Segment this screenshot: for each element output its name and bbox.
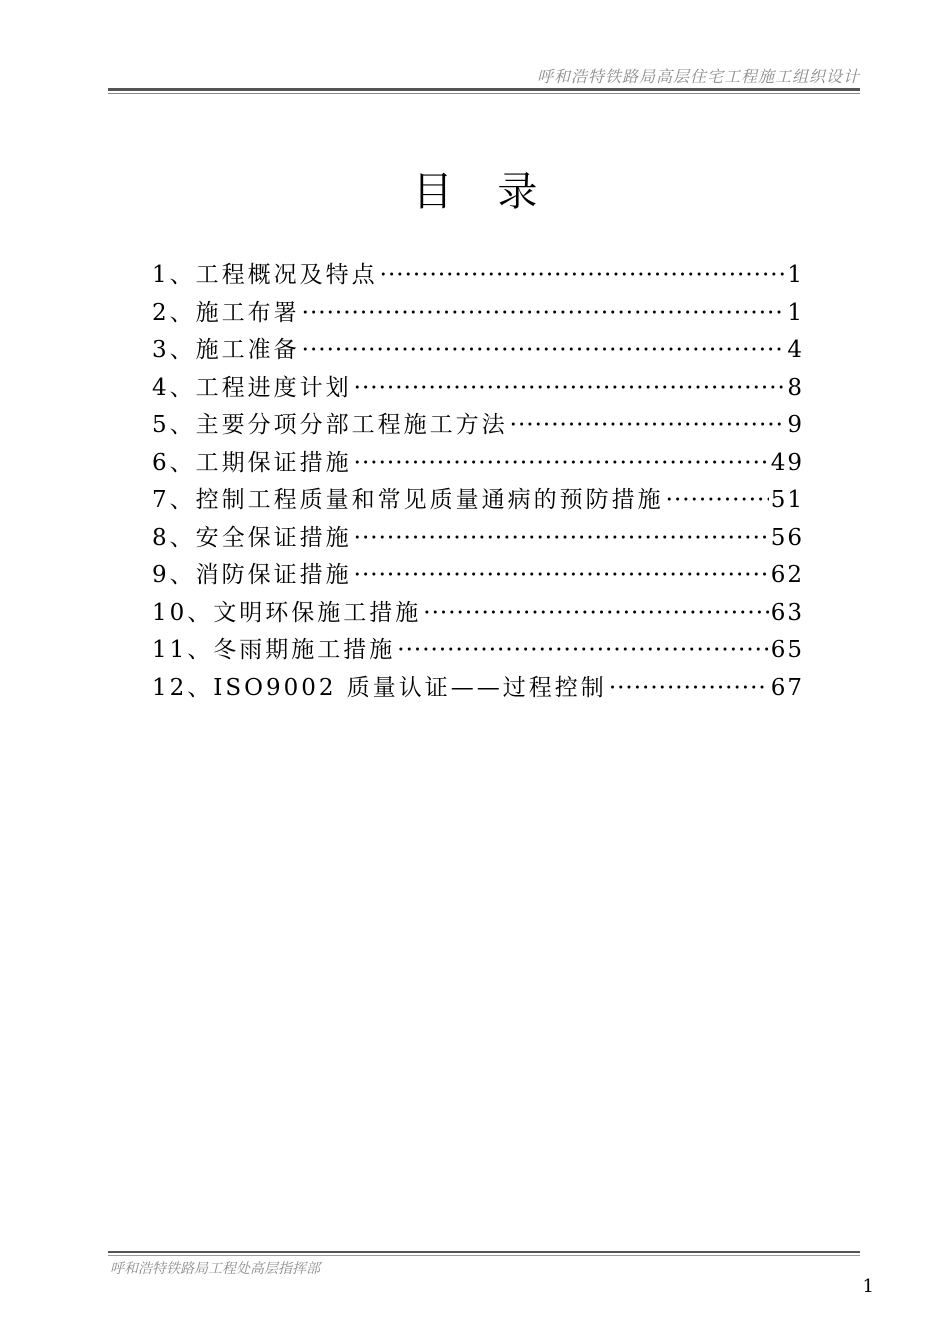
leader-dots (302, 295, 786, 333)
toc-entry-page: 67 (770, 674, 804, 701)
toc-entry[interactable] (152, 595, 804, 633)
toc-entry-label: 10、文明环保施工措施 (152, 599, 422, 626)
leader-dots (302, 332, 786, 370)
page-title: 目 录 (412, 169, 554, 215)
toc-entry-page: 1 (787, 262, 804, 288)
toc-entry-label: 6、工期保证措施 (152, 449, 352, 476)
leader-dots (354, 557, 769, 595)
toc-entry-label: 12、ISO9002 质量认证——过程控制 (152, 674, 607, 701)
toc-entry-label: 8、安全保证措施 (152, 524, 352, 551)
leader-dots (354, 520, 769, 558)
table-of-contents (152, 257, 804, 707)
toc-entry[interactable] (152, 670, 804, 708)
running-footer: 呼和浩特铁路局工程处高层指挥部 (110, 1261, 320, 1277)
toc-entry-page: 63 (770, 599, 804, 626)
toc-entry[interactable] (152, 295, 804, 333)
toc-entry-label: 9、消防保证措施 (152, 562, 352, 588)
leader-dots (354, 370, 786, 408)
toc-entry[interactable] (152, 370, 804, 408)
toc-entry-page: 56 (770, 524, 804, 551)
toc-entry-page: 4 (787, 337, 804, 363)
leader-dots (423, 595, 768, 633)
toc-entry[interactable] (152, 257, 804, 295)
leader-dots (666, 482, 769, 520)
leader-dots (397, 632, 768, 670)
toc-entry-label: 4、工程进度计划 (152, 374, 352, 401)
toc-entry-page: 1 (787, 299, 804, 326)
toc-entry-page: 65 (770, 637, 804, 663)
toc-entry[interactable] (152, 557, 804, 595)
toc-entry[interactable] (152, 407, 804, 445)
leader-dots (354, 445, 769, 483)
toc-entry-page: 49 (770, 449, 804, 476)
footer-rule (108, 1251, 860, 1253)
toc-entry-page: 62 (770, 562, 804, 588)
leader-dots (380, 257, 786, 295)
toc-entry[interactable] (152, 332, 804, 370)
toc-entry-page: 9 (787, 412, 804, 438)
toc-entry-page: 51 (770, 487, 804, 513)
toc-entry-label: 2、施工布署 (152, 299, 300, 326)
toc-entry[interactable] (152, 632, 804, 670)
toc-entry-label: 7、控制工程质量和常见质量通病的预防措施 (152, 487, 664, 513)
toc-entry-label: 11、冬雨期施工措施 (152, 637, 396, 663)
toc-entry[interactable] (152, 520, 804, 558)
page-number: 1 (862, 1276, 874, 1297)
leader-dots (510, 407, 786, 445)
running-header: 呼和浩特铁路局高层住宅工程施工组织设计 (536, 67, 860, 86)
toc-entry-label: 1、工程概况及特点 (152, 262, 378, 288)
toc-entry-page: 8 (787, 374, 804, 401)
toc-entry-label: 5、主要分项分部工程施工方法 (152, 412, 508, 438)
toc-entry[interactable] (152, 482, 804, 520)
leader-dots (609, 670, 769, 708)
toc-entry[interactable] (152, 445, 804, 483)
header-rule (108, 88, 860, 91)
toc-entry-label: 3、施工准备 (152, 337, 300, 363)
